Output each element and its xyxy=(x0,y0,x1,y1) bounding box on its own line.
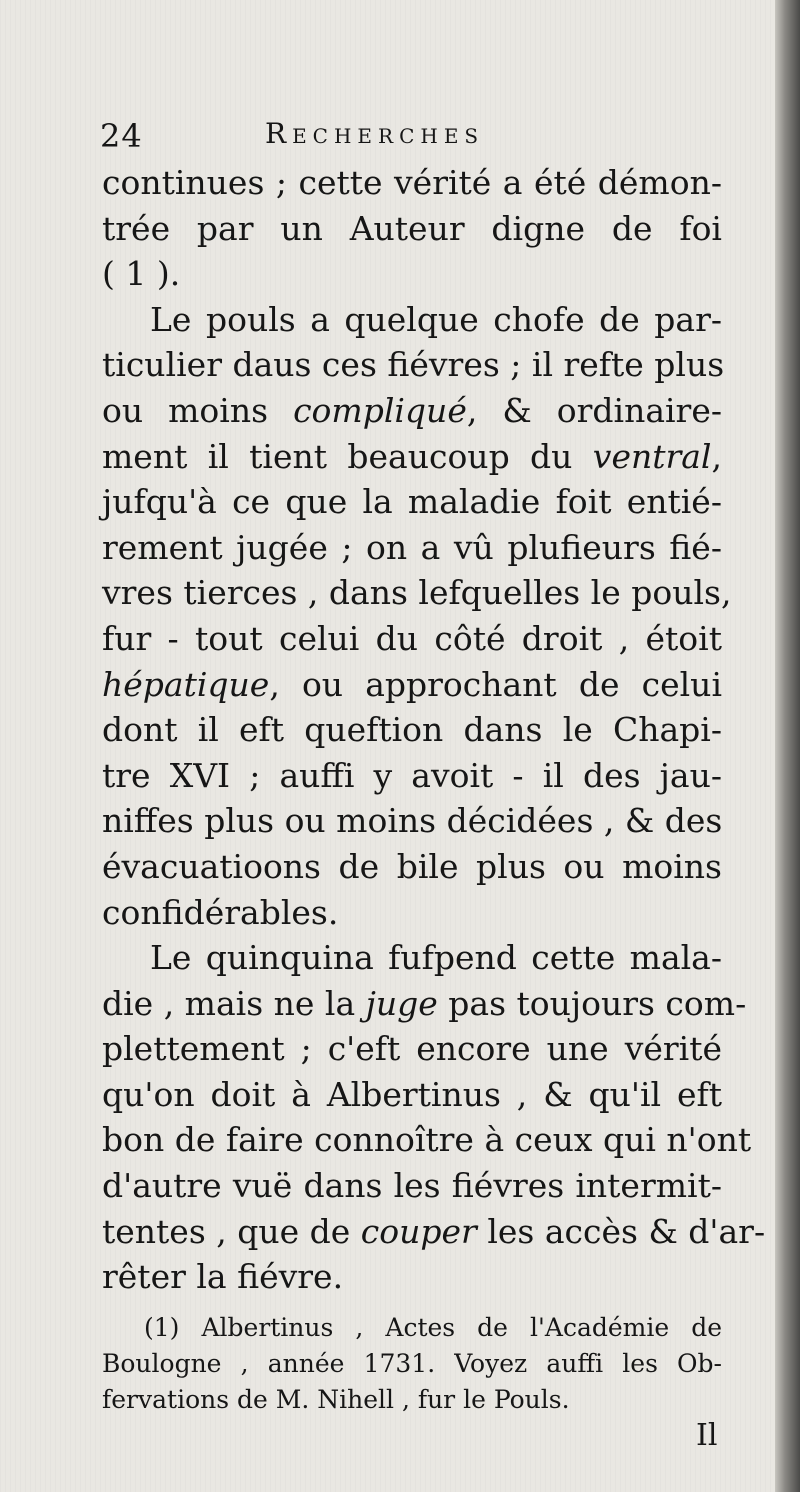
text-line: continues ; cette vérité a été démon- xyxy=(102,163,722,202)
text-line: rêter la fiévre. xyxy=(102,1257,344,1297)
italic-term: couper xyxy=(360,1211,477,1251)
footnote-line: (1) Albertinus , Actes de l'Académie de xyxy=(144,1313,722,1342)
text-line: ticulier daus ces fiévres ; il refte plus xyxy=(102,345,725,385)
text-line xyxy=(102,1209,766,1255)
footnote-line: Boulogne , année 1731. Voyez auffi les Ob- xyxy=(102,1349,722,1378)
italic-term: ventral xyxy=(592,436,712,476)
text-line xyxy=(102,981,747,1027)
page-edge-shadow xyxy=(775,0,800,1492)
text-segment: pas toujours com- xyxy=(448,983,747,1023)
text-segment: les accès & d'ar- xyxy=(487,1211,766,1251)
text-segment: tentes , que de xyxy=(102,1211,351,1251)
text-line: Le pouls a quelque chofe de par- xyxy=(150,299,722,339)
text-line: dont il eft queftion dans le Chapi- xyxy=(102,710,722,750)
text-line xyxy=(102,434,722,480)
main-text xyxy=(102,160,766,1300)
text-line: qu'on doit à Albertinus , & qu'il eft xyxy=(102,1074,722,1114)
text-line: confidérables. xyxy=(102,892,339,932)
text-line: plettement ; c'eft encore une vérité xyxy=(102,1029,722,1069)
running-head: Recherches xyxy=(265,117,485,150)
text-line: évacuatioons de bile plus ou moins xyxy=(102,846,722,886)
text-segment: , xyxy=(711,436,722,476)
text-line: ( 1 ). xyxy=(102,254,181,294)
text-line: Le quinquina fufpend cette mala- xyxy=(150,938,722,978)
text-segment: , & ordinaire- xyxy=(466,390,722,430)
text-line: jufqu'à ce que la maladie foit entié- xyxy=(102,482,722,522)
text-line: bon de faire connoître à ceux qui n'ont xyxy=(102,1120,752,1160)
page-number: 24 xyxy=(100,117,143,155)
italic-term: juge xyxy=(365,983,438,1023)
text-line xyxy=(102,662,722,708)
italic-term: hépatique xyxy=(102,664,270,704)
italic-term: compliqué xyxy=(293,390,467,430)
text-line: fur - tout celui du côté droit , étoit xyxy=(102,618,722,658)
text-line: rement jugée ; on a vû plufieurs fié- xyxy=(102,527,722,567)
text-segment: ment il tient beaucoup du xyxy=(102,436,573,476)
footnote xyxy=(102,1310,722,1418)
text-line: vres tierces , dans lefquelles le pouls, xyxy=(102,573,732,613)
text-line: niffes plus ou moins décidées , & des xyxy=(102,801,723,841)
catchword: Il xyxy=(696,1418,718,1453)
text-segment: die , mais ne la xyxy=(102,983,356,1023)
text-line: d'autre vuë dans les fiévres intermit- xyxy=(102,1166,722,1206)
text-segment: , ou approchant de celui xyxy=(269,664,722,704)
footnote-line: fervations de M. Nihell , fur le Pouls. xyxy=(102,1385,570,1414)
text-line: tre XVI ; auffi y avoit - il des jau- xyxy=(102,755,722,795)
text-line xyxy=(102,388,722,434)
text-line: trée par un Auteur digne de foi xyxy=(102,208,722,248)
text-segment: ou moins xyxy=(102,390,269,430)
